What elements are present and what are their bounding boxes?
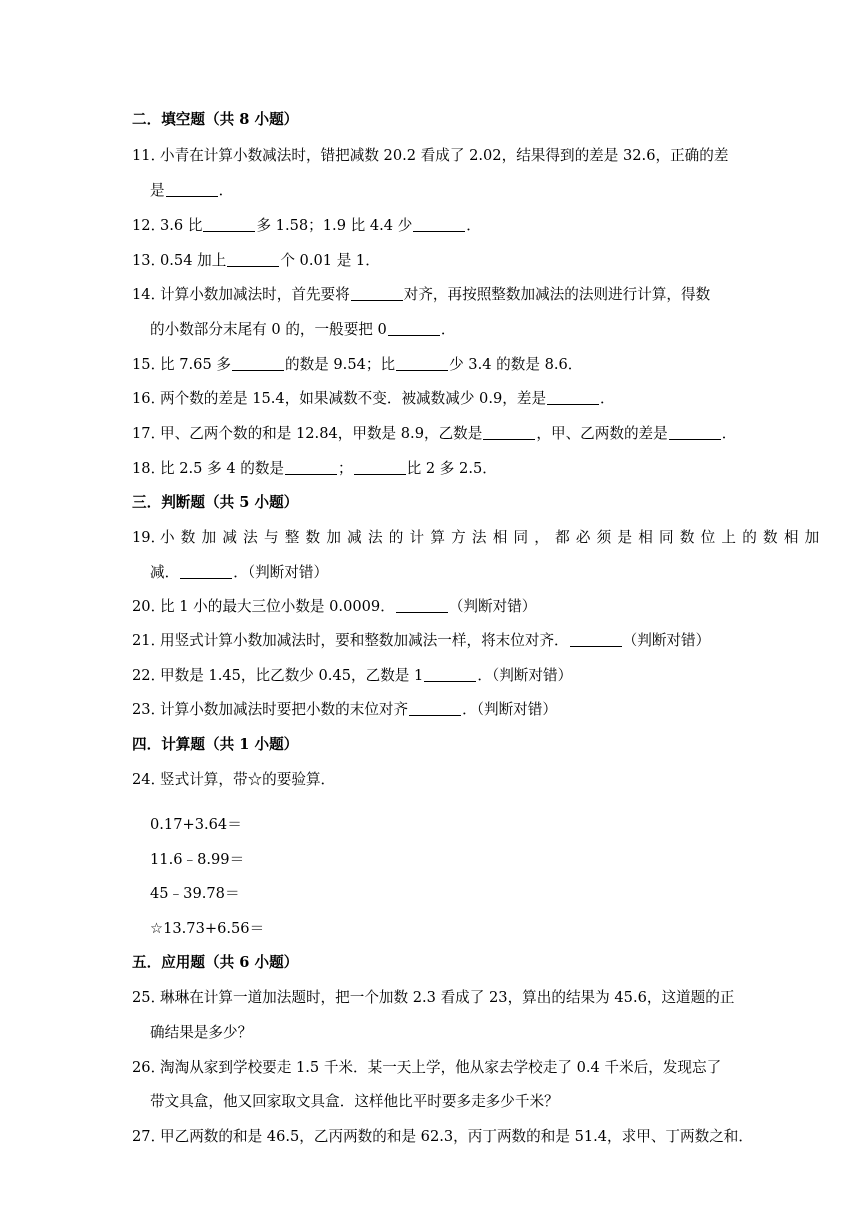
question-text: 比 1 小的最大三位小数是 0.0009． [160,598,395,615]
question-text: 甲数是 1.45，比乙数少 0.45，乙数是 1 [160,667,424,684]
question-number: 13． [132,252,166,269]
question-body [160,597,536,617]
question-text: 竖式计算，带☆的要验算． [160,771,336,788]
question-text: 计算小数加减法时要把小数的末位对齐 [160,701,409,718]
question-text: 的数是 9.54；比 [284,356,396,373]
question-text: ； [338,460,353,477]
question-text: （判断对错） [622,632,711,649]
question-text: 比 2.5 多 4 的数是 [160,460,285,477]
question-26-continued: 带文具盒，他又回家取文具盒．这样他比平时要多走多少千米？ [150,1093,559,1110]
question-number: 26． [132,1059,166,1076]
question-text: 甲乙两数的和是 46.5，乙丙两数的和是 62.3，丙丁两数的和是 51.4，求甲、丁两数之和． [160,1128,753,1145]
answer-blank[interactable] [203,217,255,232]
question-text: 对齐，再按照整数加减法的法则进行计算，得数 [403,286,711,303]
question-14-continued [150,320,455,340]
answer-blank[interactable] [396,598,448,613]
question-text: 比 2 多 2.5． [406,460,497,477]
answer-blank[interactable] [180,564,232,579]
question-text: 比 7.65 多 [160,356,231,373]
question-text: ．（判断对错） [477,667,573,684]
section-heading-fill: 二．填空题（共 8 小题） [132,111,299,128]
answer-blank[interactable] [396,356,448,371]
answer-blank[interactable] [547,390,599,405]
section-heading-calc: 四．计算题（共 1 小题） [132,736,299,753]
question-text: ． [600,390,615,407]
question-body [160,424,736,444]
answer-blank[interactable] [166,182,218,197]
question-text: 3.6 比 [160,217,203,234]
question-text: 是 [150,182,165,199]
question-body [160,251,380,271]
question-number: 19． [132,529,166,546]
question-number: 21． [132,632,166,649]
question-19-continued [150,563,328,583]
answer-blank[interactable] [570,632,622,647]
question-number: 15． [132,356,166,373]
answer-blank[interactable] [285,460,337,475]
question-text: （判断对错） [448,598,537,615]
question-text: 用竖式计算小数加减法时，要和整数加减法一样，将末位对齐． [160,632,569,649]
answer-blank[interactable] [388,321,440,336]
answer-blank[interactable] [413,217,465,232]
question-body [160,700,557,720]
answer-blank[interactable] [409,701,461,716]
calc-expression: 45﹣39.78＝ [150,885,240,902]
question-number: 24． [132,771,166,788]
answer-blank[interactable] [227,252,279,267]
question-text: 的小数部分末尾有 0 的，一般要把 0 [150,321,387,338]
question-text: ．（判断对错） [233,564,329,581]
calc-expression: 11.6﹣8.99＝ [150,851,245,868]
answer-blank[interactable] [424,667,476,682]
question-body [160,459,497,479]
question-text: 少 3.4 的数是 8.6． [449,356,583,373]
section-heading-judge: 三．判断题（共 5 小题） [132,494,299,511]
calc-expression: 0.17+3.64＝ [150,816,242,833]
answer-blank[interactable] [483,425,535,440]
question-text: ，甲、乙两数的差是 [536,425,668,442]
question-25-continued: 确结果是多少？ [150,1024,253,1041]
answer-blank[interactable] [232,356,284,371]
question-text: ． [466,217,481,234]
question-text: 多 1.58；1.9 比 4.4 少 [256,217,413,234]
question-text: ．（判断对错） [462,701,557,718]
question-body [160,285,710,305]
question-text: ． [721,425,737,442]
question-number: 22． [132,667,166,684]
question-number: 20． [132,598,166,615]
question-11-continued [150,181,233,201]
answer-blank[interactable] [354,460,406,475]
answer-blank[interactable] [669,425,721,440]
question-body [160,631,710,651]
question-text: 小数加减法与整数加减法的计算方法相同，都必须是相同数位上的数相加 [160,529,826,546]
question-text: 琳琳在计算一道加法题时，把一个加数 2.3 看成了 23，算出的结果为 45.6，这道题的正 [160,989,735,1006]
question-body [160,389,615,409]
question-number: 17． [132,425,166,442]
question-text: 计算小数加减法时，首先要将 [160,286,350,303]
question-text: ． [440,321,456,338]
question-number: 16． [132,390,166,407]
question-text: 甲、乙两个数的和是 12.84，甲数是 8.9，乙数是 [160,425,483,442]
question-number: 18． [132,460,166,477]
question-text: 淘淘从家到学校要走 1.5 千米．某一天上学，他从家去学校走了 0.4 千米后，发现忘了 [160,1059,722,1076]
question-number: 14． [132,286,166,303]
question-text: 0.54 加上 [160,252,227,269]
question-number: 25． [132,989,166,1006]
question-text: 减． [150,564,180,581]
calc-expression: ☆13.73+6.56＝ [150,920,265,937]
question-number: 12． [132,217,166,234]
question-body [160,355,582,375]
question-text: ． [218,182,234,199]
question-number: 27． [132,1128,166,1145]
question-text: 小青在计算小数减法时，错把减数 20.2 看成了 2.02，结果得到的差是 32.6，正确的差 [160,147,729,164]
question-number: 23． [132,701,166,718]
question-body [160,666,572,686]
question-text: 两个数的差是 15.4，如果减数不变．被减数减少 0.9，差是 [160,390,547,407]
question-body [160,216,481,236]
question-number: 11． [132,147,166,164]
answer-blank[interactable] [351,286,403,301]
section-heading-apply: 五．应用题（共 6 小题） [132,954,299,971]
question-text: 个 0.01 是 1． [280,252,380,269]
